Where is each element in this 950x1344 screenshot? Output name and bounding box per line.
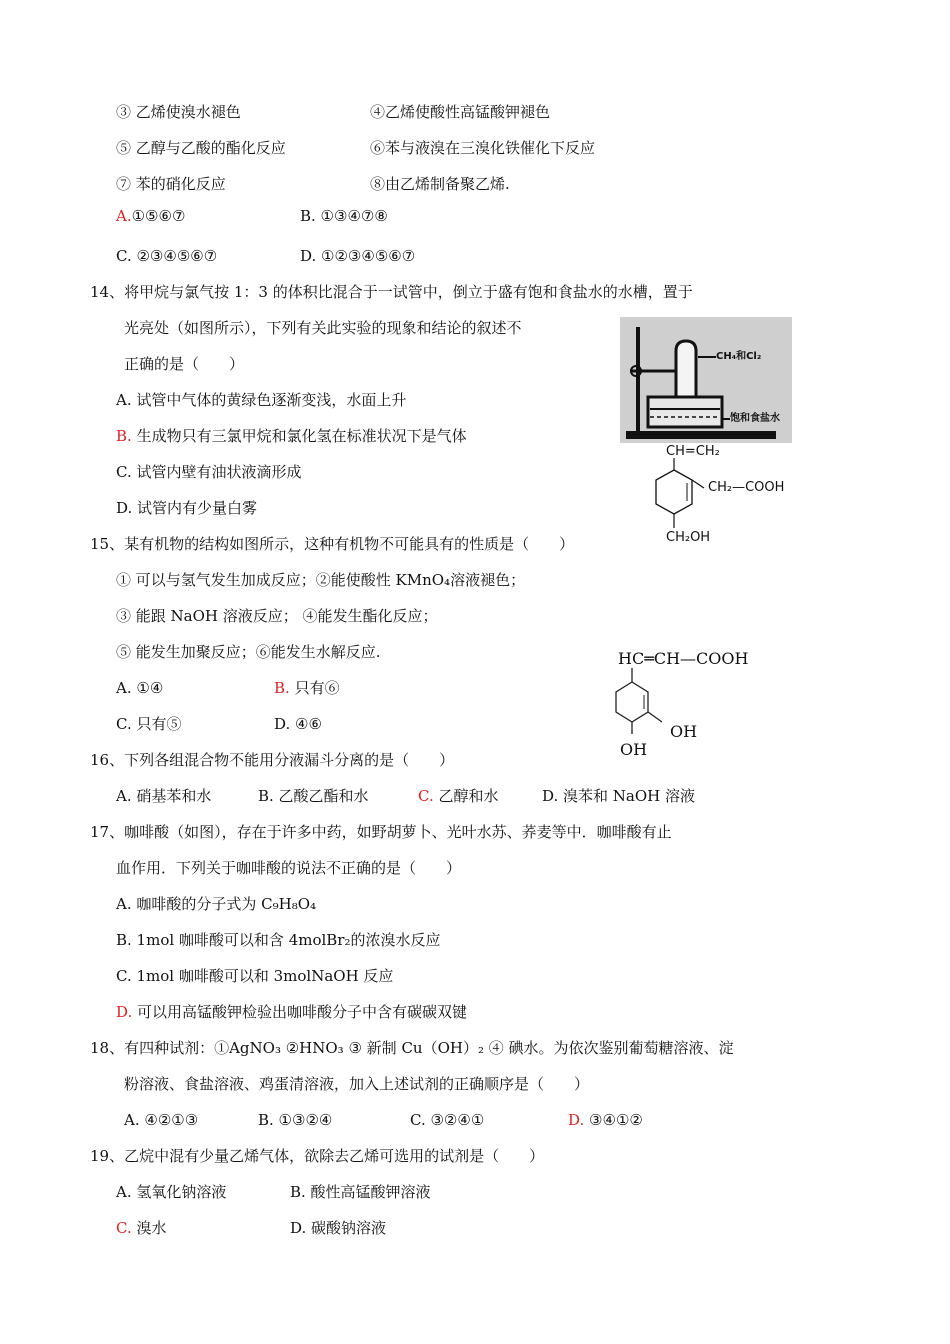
answer-letter: D. bbox=[116, 1003, 133, 1021]
q15-option-b bbox=[274, 678, 340, 698]
gas-label: CH₄和Cl₂ bbox=[716, 351, 762, 362]
q19-option-d: D. 碳酸钠溶液 bbox=[290, 1219, 387, 1237]
q19-option-c bbox=[116, 1218, 167, 1238]
q16-option-c bbox=[418, 786, 499, 806]
q17-stem-line2: 血作用．下列关于咖啡酸的说法不正确的是（ ） bbox=[116, 859, 462, 877]
q16-option-b: B. 乙酸乙酯和水 bbox=[258, 787, 369, 805]
caffeic-oh-4: OH bbox=[620, 740, 648, 759]
q17-option-a: A. 咖啡酸的分子式为 C₉H₈O₄ bbox=[116, 895, 317, 913]
water-label: 饱和食盐水 bbox=[730, 413, 780, 424]
q16-stem: 16、下列各组混合物不能用分液漏斗分离的是（ ） bbox=[90, 751, 455, 769]
answer-letter: A. bbox=[116, 207, 132, 225]
q14-option-c: C. 试管内壁有油状液滴形成 bbox=[116, 463, 302, 481]
vinyl-group: CH=CH₂ bbox=[666, 444, 720, 459]
q14-option-a: A. 试管中气体的黄绿色逐渐变浅，水面上升 bbox=[116, 391, 407, 409]
option-text: 只有⑥ bbox=[294, 679, 340, 697]
answer-letter: B. bbox=[274, 679, 290, 697]
q19-stem: 19、乙烷中混有少量乙烯气体，欲除去乙烯可选用的试剂是（ ） bbox=[90, 1147, 545, 1165]
caffeic-oh-3: OH bbox=[670, 722, 698, 741]
q15-line1: ① 可以与氢气发生加成反应；②能使酸性 KMnO₄溶液褪色； bbox=[116, 571, 526, 589]
q19-option-b: B. 酸性高锰酸钾溶液 bbox=[290, 1183, 431, 1201]
q13-item-4: ④乙烯使酸性高锰酸钾褪色 bbox=[370, 103, 551, 121]
hydroxymethyl-group: CH₂OH bbox=[666, 530, 711, 545]
option-text: 溴水 bbox=[136, 1219, 167, 1237]
q13-item-6: ⑥苯与液溴在三溴化铁催化下反应 bbox=[370, 139, 596, 157]
option-text: ③④①② bbox=[589, 1111, 643, 1129]
q13-option-c: C. ②③④⑤⑥⑦ bbox=[116, 247, 218, 265]
q15-line2: ③ 能跟 NaOH 溶液反应； ④能发生酯化反应； bbox=[116, 607, 438, 625]
q18-stem: 18、有四种试剂：①AgNO₃ ②HNO₃ ③ 新制 Cu（OH）₂ ④ 碘水。为依次鉴别葡萄糖溶液、淀 bbox=[90, 1039, 734, 1057]
q18-option-b: B. ①③②④ bbox=[258, 1111, 333, 1129]
q13-item-8: ⑧由乙烯制备聚乙烯. bbox=[370, 175, 510, 193]
q18-option-c: C. ③②④① bbox=[410, 1111, 485, 1129]
q16-option-a: A. 硝基苯和水 bbox=[116, 787, 212, 805]
q13-option-a bbox=[116, 206, 185, 226]
apparatus-figure bbox=[620, 317, 792, 443]
option-text: 乙醇和水 bbox=[438, 787, 499, 805]
acetic-group: CH₂—COOH bbox=[708, 480, 785, 495]
answer-letter: D. bbox=[568, 1111, 585, 1129]
q17-option-b: B. 1mol 咖啡酸可以和含 4molBr₂的浓溴水反应 bbox=[116, 931, 441, 949]
q19-option-a: A. 氢氧化钠溶液 bbox=[116, 1183, 227, 1201]
option-text: 生成物只有三氯甲烷和氯化氢在标准状况下是气体 bbox=[136, 427, 467, 445]
q13-option-d: D. ①②③④⑤⑥⑦ bbox=[300, 247, 416, 265]
q17-stem: 17、咖啡酸（如图），存在于许多中药，如野胡萝卜、光叶水苏、荞麦等中．咖啡酸有止 bbox=[90, 823, 672, 841]
answer-letter: C. bbox=[116, 1219, 132, 1237]
q14-option-d: D. 试管内有少量白雾 bbox=[116, 499, 258, 517]
q14-option-b bbox=[116, 426, 467, 446]
q13-item-3: ③ 乙烯使溴水褪色 bbox=[116, 103, 241, 121]
option-text: 可以用高锰酸钾检验出咖啡酸分子中含有碳碳双键 bbox=[137, 1003, 468, 1021]
q15-structure bbox=[640, 442, 800, 548]
option-text: ①⑤⑥⑦ bbox=[131, 207, 186, 225]
answer-letter: C. bbox=[418, 787, 434, 805]
q14-stem: 14、将甲烷与氯气按 1：3 的体积比混合于一试管中，倒立于盛有饱和食盐水的水槽，置于 bbox=[90, 283, 693, 301]
q17-option-d bbox=[116, 1002, 467, 1022]
q15-option-d: D. ④⑥ bbox=[274, 715, 322, 733]
q15-option-c: C. 只有⑤ bbox=[116, 715, 182, 733]
q15-line3: ⑤ 能发生加聚反应；⑥能发生水解反应. bbox=[116, 643, 381, 661]
q14-stem-line2: 光亮处（如图所示），下列有关此实验的现象和结论的叙述不 bbox=[124, 319, 522, 337]
q13-option-b: B. ①③④⑦⑧ bbox=[300, 207, 388, 225]
caffeic-acid-structure bbox=[612, 646, 802, 758]
q18-option-d bbox=[568, 1110, 643, 1130]
q15-option-a: A. ①④ bbox=[116, 679, 164, 697]
q13-item-5: ⑤ 乙醇与乙酸的酯化反应 bbox=[116, 139, 286, 157]
q16-option-d: D. 溴苯和 NaOH 溶液 bbox=[542, 787, 696, 805]
q15-stem: 15、某有机物的结构如图所示，这种有机物不可能具有的性质是（ ） bbox=[90, 535, 575, 553]
q18-stem-line2: 粉溶液、食盐溶液、鸡蛋清溶液，加入上述试剂的正确顺序是（ ） bbox=[124, 1075, 590, 1093]
q13-item-7: ⑦ 苯的硝化反应 bbox=[116, 175, 226, 193]
q18-option-a: A. ④②①③ bbox=[124, 1111, 199, 1129]
caffeic-chain: HC═CH—COOH bbox=[618, 649, 749, 668]
q14-stem-line3: 正确的是（ ） bbox=[124, 355, 245, 373]
q17-option-c: C. 1mol 咖啡酸可以和 3molNaOH 反应 bbox=[116, 967, 394, 985]
answer-letter: B. bbox=[116, 427, 132, 445]
